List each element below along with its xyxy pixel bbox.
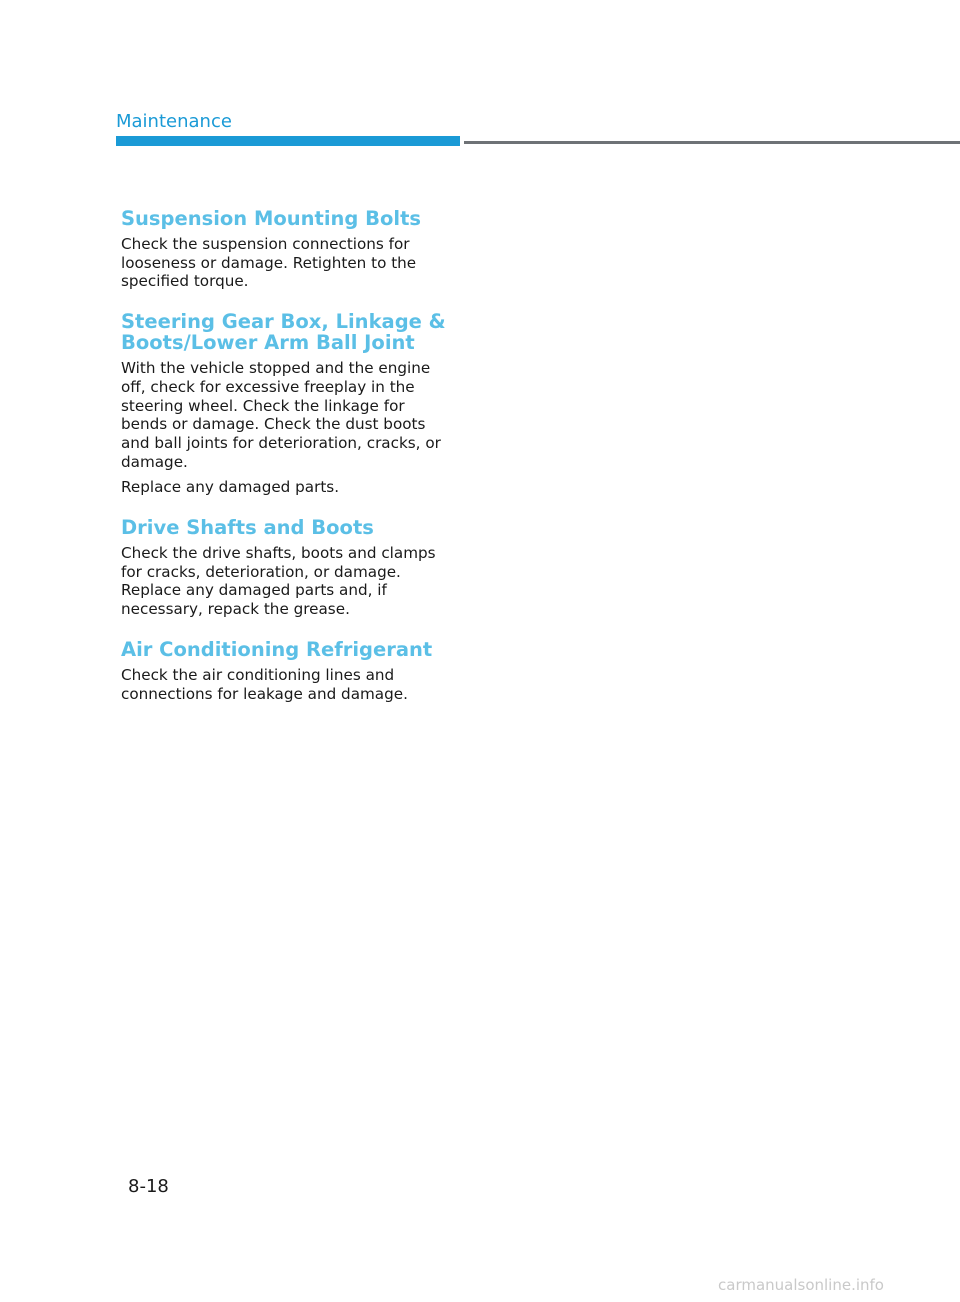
section-heading: Air Conditioning Refrigerant [121, 637, 433, 661]
section-steering-gear-box [121, 311, 451, 497]
section-paragraph: Check the drive shafts, boots and clamps for cracks, deterioration, or damage. Replace any damaged parts and, if necessary, repack the grease. [121, 544, 436, 619]
page-section-title: Maintenance [116, 111, 232, 132]
section-heading: Suspension Mounting Bolts [121, 207, 422, 230]
section-paragraph: Check the air conditioning lines and connections for leakage and damage. [121, 665, 408, 703]
page-number: 8-18 [128, 1176, 169, 1197]
section-paragraph: With the vehicle stopped and the engine off, check for excessive freeplay in the steering wheel. Check the linkage for bends or damage. Check the dust boots and ball joints for deterioration, cracks, or damage. [121, 359, 441, 471]
section-paragraph: Check the suspension connections for looseness or damage. Retighten to the specified torque. [121, 235, 417, 291]
main-content [121, 208, 451, 723]
section-paragraph: Replace any damaged parts. [121, 478, 340, 497]
section-heading: Steering Gear Box, Linkage & Boots/Lower Arm Ball Joint [121, 310, 446, 355]
section-drive-shafts-and-boots [121, 517, 451, 619]
section-air-conditioning-refrigerant [121, 639, 451, 703]
watermark-text: carmanualsonline.info [718, 1276, 884, 1294]
section-heading: Drive Shafts and Boots [121, 516, 374, 540]
header-accent-bar [116, 136, 460, 146]
section-suspension-mounting-bolts [121, 208, 451, 291]
header-rule [464, 141, 960, 144]
